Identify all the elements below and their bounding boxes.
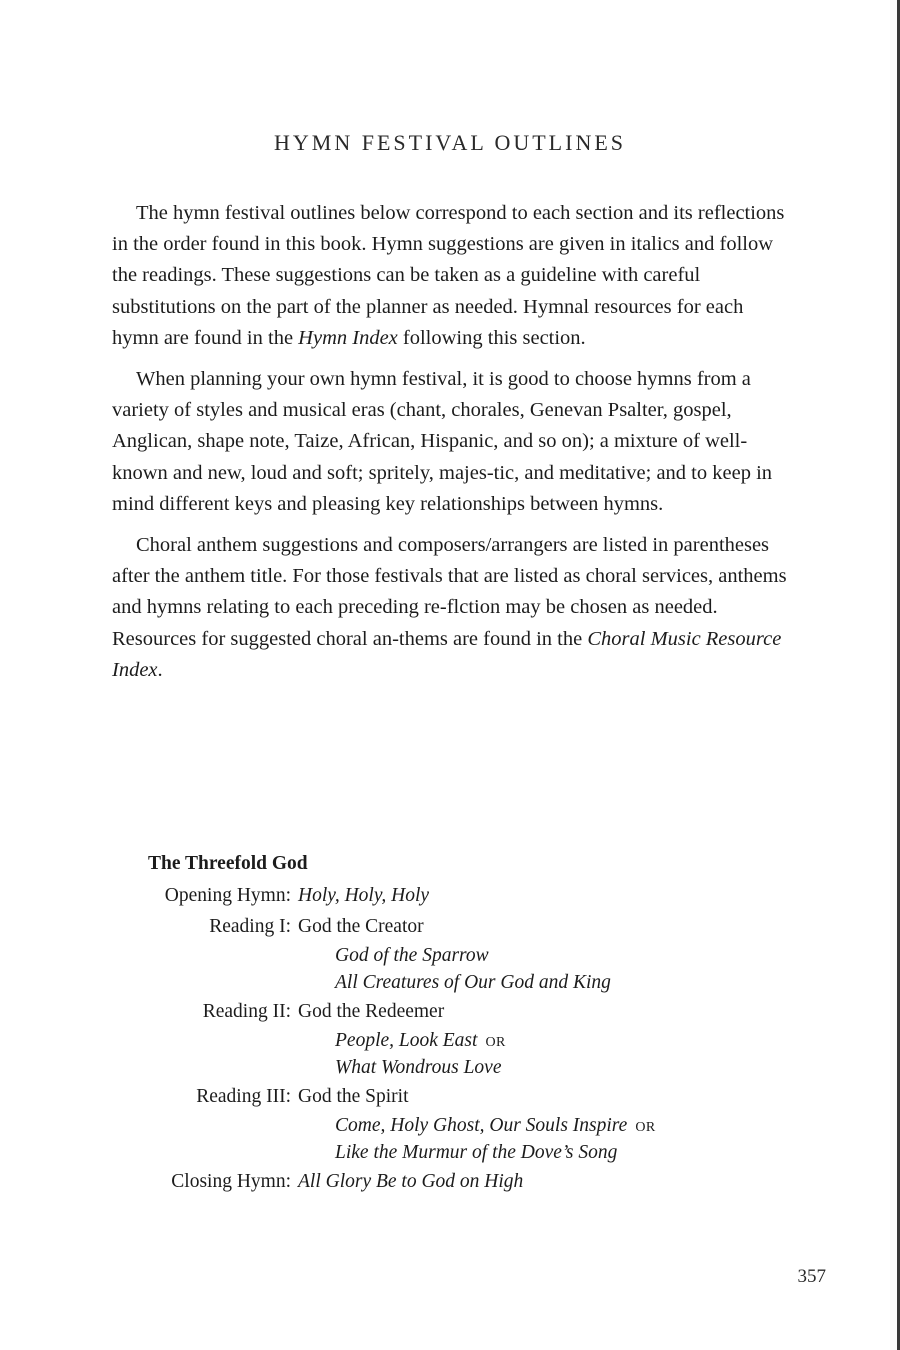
hymn-suggestion: People, Look East OR <box>335 1030 506 1051</box>
hymn-suggestion: What Wondrous Love <box>335 1057 502 1078</box>
hymn-index-ref: Hymn Index <box>298 326 398 349</box>
reading-2-label: Reading II: <box>202 1001 291 1022</box>
reading-2-title: God the Redeemer <box>298 1001 445 1022</box>
opening-hymn-label: Opening Hymn: <box>164 885 291 906</box>
reading-2-row <box>148 996 788 1027</box>
intro-paragraph-2: When planning your own hymn festival, it is good to choose hymns from a variety of styles and musical eras (chant, chorales, Genevan Psalter, gospel, Anglican, shape note, Taize, African, Hispanic, and so on); a mixture of well-known and new, loud and soft; spritely, majes-tic, and meditative; and to keep in mind different keys and pleasing key relationships between hymns. <box>112 368 773 515</box>
reading-1-row <box>148 911 788 942</box>
outline-title: The Threefold God <box>148 853 308 874</box>
intro-paragraph-3: Choral anthem suggestions and composers/arrangers are listed in parentheses after the anthem title. For those festivals that are listed as choral services, anthems and hymns relating to each preceding re-flction may be chosen as needed. Resources for suggested choral an-thems are found in the Choral Music Resource Index. <box>112 534 787 681</box>
reading-3-row <box>148 1081 788 1112</box>
intro-paragraph-1: The hymn festival outlines below correspond to each section and its reflections in the order found in this book. Hymn suggestions are given in italics and follow the readings. These suggestions can be taken as a guideline with careful substitutions on the part of the planner as needed. Hymnal resources for each hymn are found in the Hymn Index following this section. <box>112 202 785 349</box>
or-label: OR <box>635 1120 656 1135</box>
hymn-suggestion: Like the Murmur of the Dove’s Song <box>335 1142 618 1163</box>
reading-3-label: Reading III: <box>196 1086 291 1107</box>
closing-hymn-label: Closing Hymn: <box>171 1171 291 1192</box>
opening-hymn-title: Holy, Holy, Holy <box>298 885 430 906</box>
festival-outline <box>148 848 788 1197</box>
hymn-suggestion: Come, Holy Ghost, Our Souls Inspire OR <box>335 1115 656 1136</box>
reading-1-label: Reading I: <box>209 916 291 937</box>
or-label: OR <box>485 1035 506 1050</box>
closing-hymn-row <box>148 1166 788 1197</box>
choral-index-ref: Choral Music Resource Index <box>112 627 782 681</box>
page-title: HYMN FESTIVAL OUTLINES <box>274 130 626 155</box>
intro-text <box>112 198 790 686</box>
reading-1-title: God the Creator <box>298 916 424 937</box>
page-number: 357 <box>797 1266 826 1287</box>
closing-hymn-title: All Glory Be to God on High <box>298 1171 524 1192</box>
reading-3-title: God the Spirit <box>298 1086 409 1107</box>
hymn-suggestion: All Creatures of Our God and King <box>335 972 611 993</box>
opening-hymn-row <box>148 880 788 911</box>
hymn-suggestion: God of the Sparrow <box>335 945 489 966</box>
